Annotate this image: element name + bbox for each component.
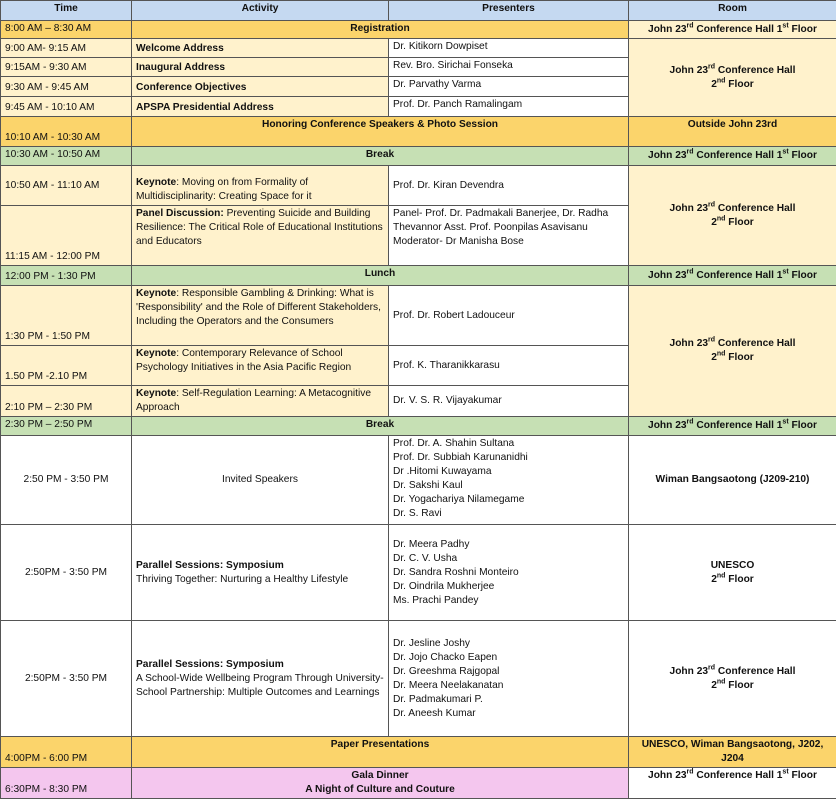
activity-cell: Registration xyxy=(132,21,629,39)
activity-cell: Keynote: Contemporary Relevance of School Psychology Initiatives in the Asia Pacific Region xyxy=(132,346,389,386)
room-cell: John 23rd Conference Hall 1st Floor xyxy=(629,417,836,436)
time-cell: 10:10 AM - 10:30 AM xyxy=(1,117,132,147)
activity-cell: Inaugural Address xyxy=(132,58,389,77)
time-cell: 4:00PM - 6:00 PM xyxy=(1,737,132,768)
header-presenters: Presenters xyxy=(389,1,629,21)
room-cell: UNESCO, Wiman Bangsaotong, J202, J204 xyxy=(629,737,836,768)
room-cell: Outside John 23rd xyxy=(629,117,836,147)
room-cell: John 23rd Conference Hall 1st Floor xyxy=(629,21,836,39)
activity-cell: Conference Objectives xyxy=(132,77,389,97)
activity-cell: Parallel Sessions: Symposium Thriving Together: Nurturing a Healthy Lifestyle xyxy=(132,525,389,621)
room-cell: John 23rd Conference Hall 1st Floor xyxy=(629,266,836,286)
activity-cell: Paper Presentations xyxy=(132,737,629,768)
header-room: Room xyxy=(629,1,836,21)
presenter-cell: Panel- Prof. Dr. Padmakali Banerjee, Dr. Radha Thevannor Asst. Prof. Poonpilas Asavisanu Moderator- Dr Manisha Bose xyxy=(389,206,629,266)
time-cell: 2:50 PM - 3:50 PM xyxy=(1,436,132,525)
table-row xyxy=(1,39,836,58)
table-row xyxy=(1,266,836,286)
activity-cell: Gala Dinner A Night of Culture and Couture xyxy=(132,768,629,799)
time-cell: 2:30 PM – 2:50 PM xyxy=(1,417,132,436)
presenter-cell: Dr. V. S. R. Vijayakumar xyxy=(389,386,629,417)
table-row xyxy=(1,737,836,768)
activity-cell: Invited Speakers xyxy=(132,436,389,525)
presenter-cell: Dr. Meera Padhy Dr. C. V. Usha Dr. Sandra Roshni Monteiro Dr. Oindrila Mukherjee Ms. Prachi Pandey xyxy=(389,525,629,621)
presenter-cell: Prof. Dr. A. Shahin Sultana Prof. Dr. Subbiah Karunanidhi Dr .Hitomi Kuwayama Dr. Sakshi Kaul Dr. Yogachariya Nilamegame Dr. S. Ravi xyxy=(389,436,629,525)
time-cell: 2:50PM - 3:50 PM xyxy=(1,621,132,737)
table-row xyxy=(1,147,836,166)
activity-cell: Keynote: Self-Regulation Learning: A Metacognitive Approach xyxy=(132,386,389,417)
time-cell: 9:00 AM- 9:15 AM xyxy=(1,39,132,58)
activity-cell: Keynote: Moving on from Formality of Multidisciplinarity: Creating Space for it xyxy=(132,166,389,206)
room-cell: John 23rd Conference Hall 2nd Floor xyxy=(629,286,836,417)
room-cell: John 23rd Conference Hall 2nd Floor xyxy=(629,166,836,266)
table-row xyxy=(1,417,836,436)
room-cell: John 23rd Conference Hall 2nd Floor xyxy=(629,621,836,737)
activity-cell: Break xyxy=(132,147,629,166)
presenter-cell: Dr. Parvathy Varma xyxy=(389,77,629,97)
presenter-cell: Rev. Bro. Sirichai Fonseka xyxy=(389,58,629,77)
presenter-cell: Prof. Dr. Panch Ramalingam xyxy=(389,97,629,117)
time-cell: 11:15 AM - 12:00 PM xyxy=(1,206,132,266)
room-cell: John 23rd Conference Hall 1st Floor xyxy=(629,768,836,799)
table-row xyxy=(1,21,836,39)
activity-cell: Honoring Conference Speakers & Photo Session xyxy=(132,117,629,147)
table-row xyxy=(1,117,836,147)
time-cell: 9:45 AM - 10:10 AM xyxy=(1,97,132,117)
activity-cell: Panel Discussion: Preventing Suicide and Building Resilience: The Critical Role of Educational Institutions and Educators xyxy=(132,206,389,266)
presenter-cell: Prof. Dr. Robert Ladouceur xyxy=(389,286,629,346)
time-cell: 9:30 AM - 9:45 AM xyxy=(1,77,132,97)
header-time: Time xyxy=(1,1,132,21)
activity-cell: Lunch xyxy=(132,266,629,286)
activity-cell: Break xyxy=(132,417,629,436)
time-cell: 12:00 PM - 1:30 PM xyxy=(1,266,132,286)
header-row xyxy=(1,1,836,21)
room-cell: UNESCO 2nd Floor xyxy=(629,525,836,621)
activity-cell: Keynote: Responsible Gambling & Drinking: What is 'Responsibility' and the Role of Different Stakeholders, Including the Operators and the Consumers xyxy=(132,286,389,346)
time-cell: 2:50PM - 3:50 PM xyxy=(1,525,132,621)
time-cell: 1.50 PM -2.10 PM xyxy=(1,346,132,386)
table-row xyxy=(1,166,836,206)
presenter-cell: Dr. Kitikorn Dowpiset xyxy=(389,39,629,58)
time-cell: 10:50 AM - 11:10 AM xyxy=(1,166,132,206)
time-cell: 8:00 AM – 8:30 AM xyxy=(1,21,132,39)
time-cell: 9:15AM - 9:30 AM xyxy=(1,58,132,77)
header-activity: Activity xyxy=(132,1,389,21)
presenter-cell: Prof. Dr. Kiran Devendra xyxy=(389,166,629,206)
table-row xyxy=(1,621,836,737)
presenter-cell: Prof. K. Tharanikkarasu xyxy=(389,346,629,386)
time-cell: 2:10 PM – 2:30 PM xyxy=(1,386,132,417)
table-row xyxy=(1,436,836,525)
presenter-cell: Dr. Jesline Joshy Dr. Jojo Chacko Eapen Dr. Greeshma Rajgopal Dr. Meera Neelakanatan Dr. Padmakumari P. Dr. Aneesh Kumar xyxy=(389,621,629,737)
room-cell: John 23rd Conference Hall 1st Floor xyxy=(629,147,836,166)
table-row xyxy=(1,525,836,621)
table-row xyxy=(1,286,836,346)
room-cell: John 23rd Conference Hall 2nd Floor xyxy=(629,39,836,117)
time-cell: 1:30 PM - 1:50 PM xyxy=(1,286,132,346)
time-cell: 10:30 AM - 10:50 AM xyxy=(1,147,132,166)
activity-cell: Welcome Address xyxy=(132,39,389,58)
table-row xyxy=(1,768,836,799)
time-cell: 6:30PM - 8:30 PM xyxy=(1,768,132,799)
activity-cell: APSPA Presidential Address xyxy=(132,97,389,117)
room-cell: Wiman Bangsaotong (J209-210) xyxy=(629,436,836,525)
activity-cell: Parallel Sessions: Symposium A School-Wide Wellbeing Program Through University-School Partnership: Multiple Outcomes and Learnings xyxy=(132,621,389,737)
